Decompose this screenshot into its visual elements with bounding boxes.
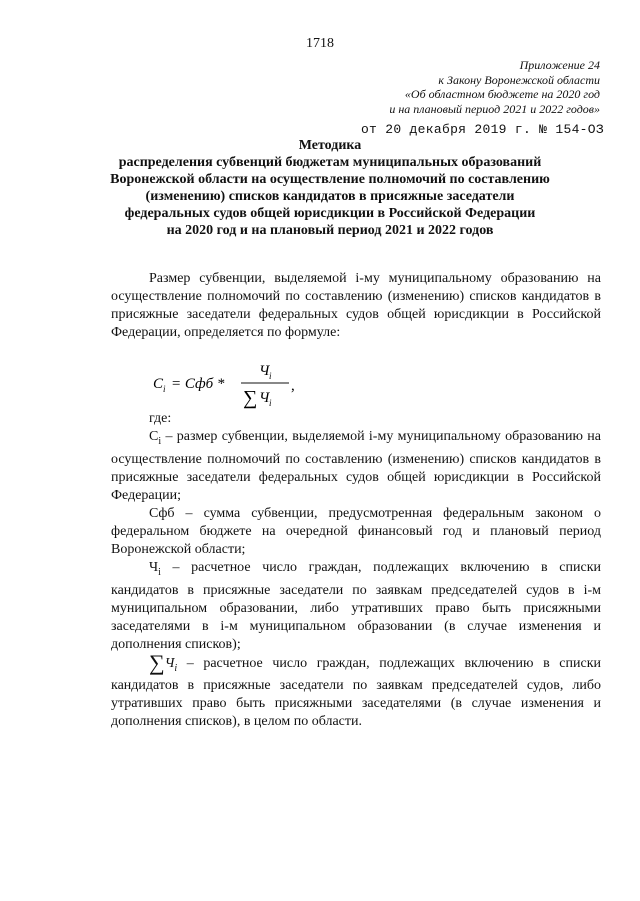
formula-lhs-sub: i xyxy=(163,384,166,394)
where-label: где: xyxy=(149,411,172,426)
symbol-sub: i xyxy=(174,662,178,674)
symbol-sub: i xyxy=(158,566,161,578)
definition-text: – расчетное число граждан, подлежащих включению в списки кандидатов в присяжные заседатели по заявкам председателей судов, либо утративших право быть присяжными заседателями (в случае изменения и дополнения списков), в целом по области. xyxy=(111,655,601,730)
appendix-reference xyxy=(389,58,600,116)
formula-numerator-sub: i xyxy=(269,371,272,381)
formula-tail: , xyxy=(291,378,295,394)
appendix-line: «Об областном бюджете на 2020 год xyxy=(404,87,600,101)
title-heading: Методика xyxy=(298,138,362,153)
symbol-ch: Ч xyxy=(149,559,159,575)
definition-text: – размер субвенции, выделяемой i-му муниципальному образованию на осуществление полномочий по составлению (изменению) списков кандидатов в присяжные заседатели федеральных судов общей юрисдикции в Российской Федерации; xyxy=(111,429,601,503)
formula-denominator-sub: i xyxy=(269,398,272,408)
title-years: на 2020 год и на плановый период 2021 и 2022 годов xyxy=(166,223,494,238)
symbol-c: C xyxy=(149,429,159,444)
symbol-sub: i xyxy=(158,435,162,447)
definition-ci xyxy=(111,428,601,505)
definition-text: – расчетное число граждан, подлежащих включению в списки кандидатов в присяжные заседатели по заявкам председателей судов в i-м муниципальном образовании, либо утративших право быть присяжными заседателями в i-м муниципальном образовании (в случае изменения и дополнения списков); xyxy=(111,559,601,652)
sum-sign: ∑ xyxy=(149,649,165,675)
appendix-line: и на плановый период 2021 и 2022 годов» xyxy=(389,101,600,116)
definition-chi xyxy=(111,559,601,654)
formula-eq: = Сфб * xyxy=(171,376,225,392)
title-body: распределения субвенций бюджетам муниципальных образований Воронежской области на осуществление полномочий по составлению (изменению) списков кандидатов в присяжные заседатели федеральных судов общей юрисдикции в Российской Федерации xyxy=(110,155,550,221)
formula-lhs: C xyxy=(153,376,164,392)
definition-sum-chi xyxy=(111,649,601,732)
formula-sum-sign: ∑ xyxy=(243,387,258,409)
formula-denominator: Ч xyxy=(259,390,270,406)
appendix-line: к Закону Воронежской области xyxy=(438,72,600,87)
formula-graphic xyxy=(149,360,349,410)
document-title xyxy=(110,137,550,239)
subsidy-formula xyxy=(149,360,601,410)
law-date-stamp: от 20 декабря 2019 г. № 154-ОЗ xyxy=(360,122,604,137)
page-number: 1718 xyxy=(306,36,334,51)
definition-sfb: Сфб – сумма субвенции, предусмотренная федеральным законом о федеральном бюджете на очередной финансовый год и плановый период Воронежской области; xyxy=(111,505,601,557)
document-body xyxy=(111,270,601,731)
symbol-ch: Ч xyxy=(164,655,175,671)
formula-numerator: Ч xyxy=(259,363,270,379)
intro-paragraph: Размер субвенции, выделяемой i-му муниципальному образованию на осуществление полномочий по составлению (изменению) списков кандидатов в присяжные заседатели федеральных судов общей юрисдикции в Российской Федерации, определяется по формуле: xyxy=(111,271,601,340)
appendix-line: Приложение 24 xyxy=(519,58,600,72)
